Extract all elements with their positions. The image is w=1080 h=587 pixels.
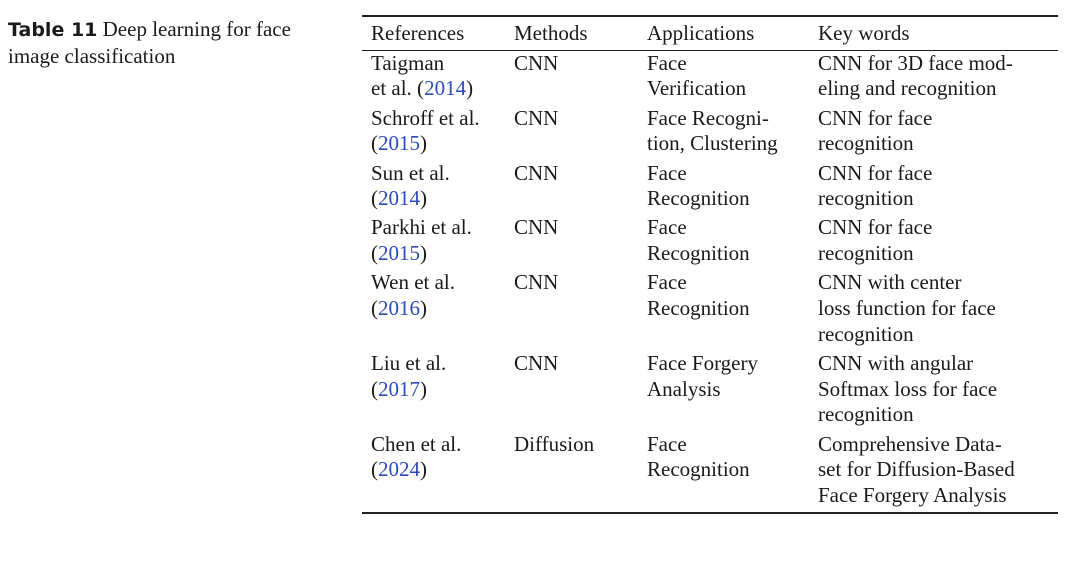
reference-text: ): [420, 241, 427, 266]
application-cell: [647, 51, 818, 106]
keywords-text: recognition: [818, 131, 914, 156]
header-key-words: Key words: [818, 21, 910, 45]
application-text: Face Recogni-: [647, 105, 769, 130]
keywords-text: Face Forgery Analysis: [818, 482, 1007, 507]
keywords-text: CNN for face: [818, 105, 933, 130]
method-cell: Diffusion: [514, 431, 595, 456]
application-cell: [647, 106, 818, 161]
header-methods: Methods: [514, 21, 588, 45]
keywords-text: CNN for face: [818, 160, 933, 185]
reference-text: Sun et al.: [371, 160, 450, 185]
application-text: Face: [647, 215, 687, 240]
application-text: Recognition: [647, 241, 750, 266]
reference-text: et al. (: [371, 76, 425, 101]
application-cell: [647, 351, 818, 432]
application-text: Face: [647, 50, 687, 75]
reference-text: ): [420, 457, 427, 482]
reference-cell: [362, 351, 514, 432]
table-caption: [8, 16, 343, 69]
reference-text: Taigman: [371, 50, 445, 75]
keywords-cell: [818, 161, 1058, 216]
keywords-text: recognition: [818, 402, 914, 427]
reference-text: Chen et al.: [371, 431, 462, 456]
reference-text: (: [371, 131, 378, 156]
keywords-cell: [818, 51, 1058, 106]
method-cell: CNN: [514, 50, 559, 75]
reference-text: ): [420, 296, 427, 321]
table-row: [362, 432, 1058, 513]
table-row: [362, 161, 1058, 216]
application-cell: [647, 215, 818, 270]
caption-text: Deep learning for face image classification: [8, 17, 291, 68]
table-row: [362, 215, 1058, 270]
reference-cell: [362, 270, 514, 351]
application-text: Recognition: [647, 296, 750, 321]
keywords-cell: [818, 106, 1058, 161]
keywords-text: Softmax loss for face: [818, 376, 998, 401]
keywords-cell: [818, 351, 1058, 432]
citation-year-link[interactable]: 2016: [378, 296, 420, 321]
table-container: [362, 15, 1058, 514]
keywords-text: loss function for face: [818, 296, 996, 321]
application-text: Face Forgery: [647, 350, 758, 375]
reference-text: (: [371, 457, 378, 482]
application-text: Face: [647, 431, 687, 456]
reference-text: Schroff et al.: [371, 105, 480, 130]
face-classification-table: [362, 17, 1058, 512]
keywords-text: recognition: [818, 321, 914, 346]
bottom-rule: [362, 512, 1058, 514]
application-cell: [647, 270, 818, 351]
method-cell: CNN: [514, 350, 559, 375]
keywords-text: eling and recognition: [818, 76, 997, 101]
application-cell: [647, 432, 818, 513]
reference-text: ): [420, 186, 427, 211]
reference-text: Parkhi et al.: [371, 215, 472, 240]
header-references: References: [371, 21, 465, 45]
method-cell: CNN: [514, 105, 559, 130]
keywords-text: CNN for face: [818, 215, 933, 240]
table-row: [362, 51, 1058, 106]
keywords-text: recognition: [818, 241, 914, 266]
reference-cell: [362, 51, 514, 106]
table-row: [362, 106, 1058, 161]
citation-year-link[interactable]: 2024: [378, 457, 420, 482]
keywords-cell: [818, 270, 1058, 351]
reference-text: Wen et al.: [371, 270, 456, 295]
keywords-text: CNN for 3D face mod-: [818, 50, 1013, 75]
reference-text: ): [420, 376, 427, 401]
application-text: Recognition: [647, 186, 750, 211]
citation-year-link[interactable]: 2015: [378, 241, 420, 266]
table-label: Table 11: [8, 19, 98, 41]
reference-text: (: [371, 296, 378, 321]
method-cell: CNN: [514, 215, 559, 240]
application-text: tion, Clustering: [647, 131, 778, 156]
method-cell: CNN: [514, 270, 559, 295]
application-text: Analysis: [647, 376, 721, 401]
citation-year-link[interactable]: 2015: [378, 131, 420, 156]
header-applications: Applications: [647, 21, 755, 45]
reference-text: Liu et al.: [371, 350, 447, 375]
reference-cell: [362, 215, 514, 270]
application-text: Verification: [647, 76, 747, 101]
keywords-text: recognition: [818, 186, 914, 211]
keywords-cell: [818, 432, 1058, 513]
reference-text: ): [466, 76, 474, 101]
citation-year-link[interactable]: 2017: [378, 376, 420, 401]
method-cell: CNN: [514, 160, 559, 185]
reference-cell: [362, 161, 514, 216]
reference-text: (: [371, 186, 378, 211]
application-cell: [647, 161, 818, 216]
keywords-text: set for Diffusion-Based: [818, 457, 1015, 482]
reference-cell: [362, 106, 514, 161]
table-row: [362, 270, 1058, 351]
reference-text: (: [371, 241, 378, 266]
application-text: Face: [647, 270, 687, 295]
keywords-text: CNN with center: [818, 270, 962, 295]
reference-cell: [362, 432, 514, 513]
keywords-text: CNN with angular: [818, 350, 974, 375]
reference-text: (: [371, 376, 378, 401]
keywords-cell: [818, 215, 1058, 270]
reference-text: ): [420, 131, 427, 156]
table-row: [362, 351, 1058, 432]
citation-year-link[interactable]: 2014: [378, 186, 420, 211]
application-text: Face: [647, 160, 687, 185]
application-text: Recognition: [647, 457, 750, 482]
header-row: [362, 17, 1058, 50]
citation-year-link[interactable]: 2014: [424, 76, 467, 101]
keywords-text: Comprehensive Data-: [818, 431, 1002, 456]
